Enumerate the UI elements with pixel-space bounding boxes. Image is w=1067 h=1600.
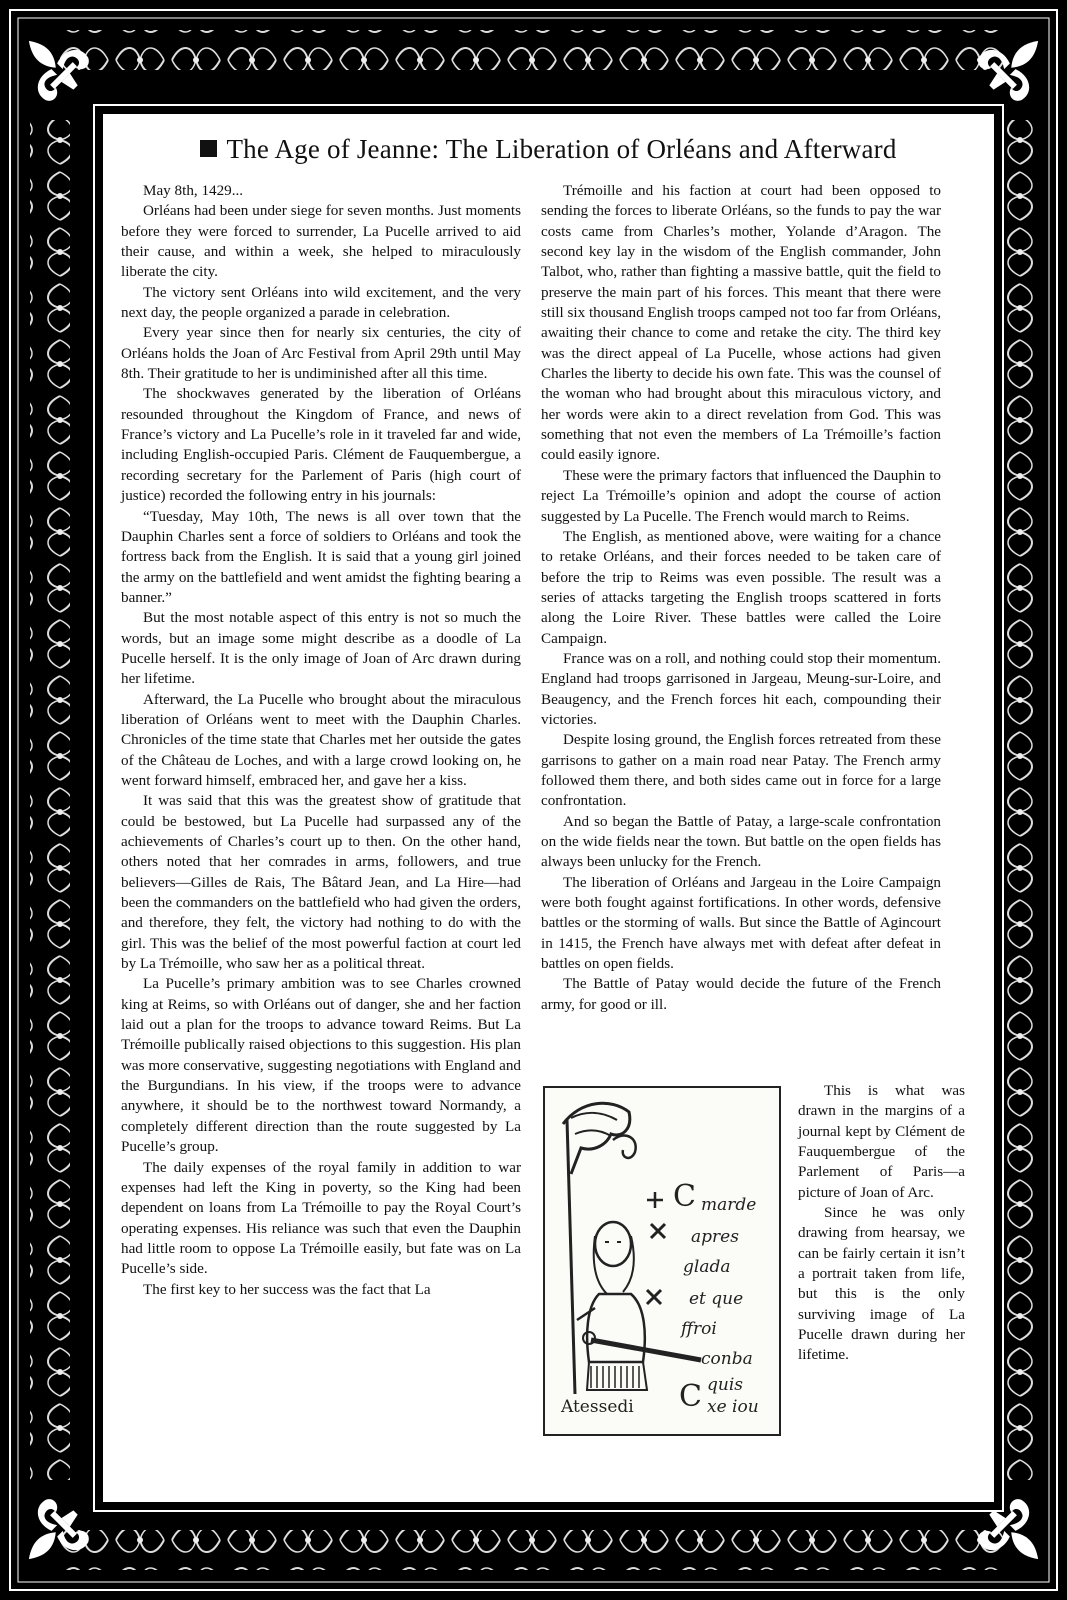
square-bullet-icon bbox=[200, 140, 217, 157]
page-title: The Age of Jeanne: The Liberation of Orléans and Afterward bbox=[103, 134, 994, 165]
paragraph: The victory sent Orléans into wild excitement, and the very next day, the people organized a parade in celebration. bbox=[121, 283, 521, 322]
paragraph: The liberation of Orléans and Jargeau in the Loire Campaign were both fought against fortifications. In other words, defensive battles or the storming of walls. But since the Battle of Agincourt in 1415, the French have always met with defeat after defeat in battles on open fields. bbox=[541, 873, 941, 973]
journal-sketch-figure bbox=[543, 1086, 781, 1436]
manuscript-initial: C bbox=[679, 1379, 702, 1414]
paragraph: Afterward, the La Pucelle who brought about the miraculous liberation of Orléans went to meet with the Dauphin Charles. Chronicles of the time state that Charles met her outside the gates of the Château de Loches, and with a large crowd looking on, he went forward himself, embraced her, and gave her a kiss. bbox=[121, 690, 521, 789]
paragraph: These were the primary factors that influenced the Dauphin to reject La Trémoille’s opinion and adopt the course of action suggested by La Pucelle. The French would march to Reims. bbox=[541, 466, 941, 525]
paragraph: The first key to her success was the fact that La bbox=[143, 1280, 431, 1298]
paragraph: This is what was drawn in the margins of a journal kept by Clément de Fauquembergue of the Parlement of Paris—a picture of Joan of Arc. bbox=[798, 1082, 965, 1201]
paragraph: May 8th, 1429... bbox=[143, 182, 244, 199]
paragraph: It was said that this was the greatest show of gratitude that could be bestowed, but La Pucelle had surpassed any of the achievements of Charles’s court up to then. On the other hand, others noted that her comrades in arms, followers, and true believers—Gilles de Rais, The Bâtard Jean, and La Hire—had been the commanders on the battlefield who had given the orders, and therefore, they felt, the victory had nothing to do with the girl. This was the belief of the most powerful faction at court led by La Trémoille, who saw her as a political threat. bbox=[121, 792, 521, 973]
manuscript-line: glada bbox=[683, 1257, 731, 1277]
content-panel bbox=[103, 114, 994, 1502]
paragraph: The daily expenses of the royal family in addition to war expenses had left the King in poverty, so the King had been dependent on loans from La Trémoille to pay the Royal Court’s operating expenses. His reliance was such that even the Dauphin had little room to oppose La Trémoille easily, but fate was on La Pucelle’s side. bbox=[121, 1158, 521, 1278]
paragraph: Despite losing ground, the English forces retreated from these garrisons to gather on a main road near Patay. The French army followed them there, and both sides came out in force for a large confrontation. bbox=[541, 731, 941, 810]
manuscript-line: ffroi bbox=[681, 1319, 717, 1339]
manuscript-line: xe iou bbox=[707, 1397, 759, 1417]
paragraph: Trémoille and his faction at court had been opposed to sending the forces to liberate Orléans, so the funds to pay the war costs came from Charles’s mother, Yolande d’Aragon. The second key lay in the wisdom of the English commander, John Talbot, who, rather than fighting a massive battle, quit the field to preserve the main part of his forces. This meant that there were still six thousand English troops camped not too far from Orléans, awaiting their chance to come and retake the city. The third key was the direct appeal of La Pucelle, whose actions had given Charles the liberty to decide his own fate. This was the counsel of the woman who had brought about this miraculous victory, and her words were akin to a direct revelation from God. This was something that not even the members of La Trémoille’s faction could easily ignore. bbox=[541, 182, 941, 464]
joan-doodle-illustration bbox=[551, 1094, 773, 1428]
manuscript-line: marde bbox=[701, 1195, 757, 1215]
paragraph: Every year since then for nearly six centuries, the city of Orléans holds the Joan of Arc Festival from April 29th until May 8th. Their gratitude to her is undiminished after all this time. bbox=[121, 324, 521, 383]
manuscript-line: Atessedi bbox=[561, 1397, 634, 1417]
paragraph: “Tuesday, May 10th, The news is all over town that the Dauphin Charles sent a force of soldiers to Orléans and took the fortress back from the English. It is said that a young girl joined the army on the battlefield and went amidst the fighting bearing a banner.” bbox=[121, 507, 521, 606]
paragraph: France was on a roll, and nothing could stop their momentum. England had troops garrisoned in Jargeau, Meung-sur-Loire, and Beaugency, and the French forces hit each, compounding their victories. bbox=[541, 649, 941, 728]
manuscript-line: conba bbox=[701, 1349, 753, 1369]
manuscript-initial: C bbox=[673, 1179, 696, 1214]
manuscript-line: quis bbox=[707, 1375, 743, 1395]
paragraph: And so began the Battle of Patay, a large-scale confrontation on the wide fields near the town. But battle on the open fields has always been unlucky for the French. bbox=[541, 812, 941, 871]
manuscript-line: apres bbox=[691, 1227, 739, 1247]
left-column bbox=[121, 181, 521, 1300]
manuscript-line: et que bbox=[689, 1289, 744, 1309]
right-column bbox=[541, 181, 941, 1015]
paragraph: But the most notable aspect of this entry is not so much the words, but an image some might describe as a doodle of La Pucelle herself. It is the only image of Joan of Arc drawn during her lifetime. bbox=[121, 609, 521, 688]
paragraph: The Battle of Patay would decide the future of the French army, for good or ill. bbox=[541, 975, 941, 1013]
paragraph: The English, as mentioned above, were waiting for a chance to retake Orléans, and their forces needed to be taken care of before the trip to Reims was even possible. The result was a series of attacks targeting the English troops scattered in forts along the Loire River. These battles were called the Loire Campaign. bbox=[541, 527, 941, 647]
paragraph: Orléans had been under siege for seven months. Just moments before they were forced to surrender, La Pucelle arrived to aid their cause, and within a week, she helped to miraculously liberate the city. bbox=[121, 202, 521, 281]
paragraph: Since he was only drawing from hearsay, we can be fairly certain it isn’t a portrait taken from life, but this is the only surviving image of La Pucelle drawn during her lifetime. bbox=[798, 1204, 965, 1364]
paragraph: The shockwaves generated by the liberation of Orléans resounded throughout the Kingdom of France, and news of France’s victory and La Pucelle’s role in it traveled far and wide, including English-occupied Paris. Clément de Fauquembergue, a recording secretary for the Parlement of Paris (high court of justice) recorded the following entry in his journals: bbox=[121, 385, 521, 505]
paragraph: La Pucelle’s primary ambition was to see Charles crowned king at Reims, so with Orléans out of danger, she and her faction laid out a plan for the troops to advance toward Reims. But La Trémoille publically raised objections to this suggestion. His plan was more conservative, suggesting negotiations with England and the Burgundians. In his view, if the troops were to advance anywhere, it should be to the northwest toward Normandy, a completely different direction than the route suggested by La Pucelle’s group. bbox=[121, 975, 521, 1156]
figure-caption bbox=[798, 1081, 965, 1366]
